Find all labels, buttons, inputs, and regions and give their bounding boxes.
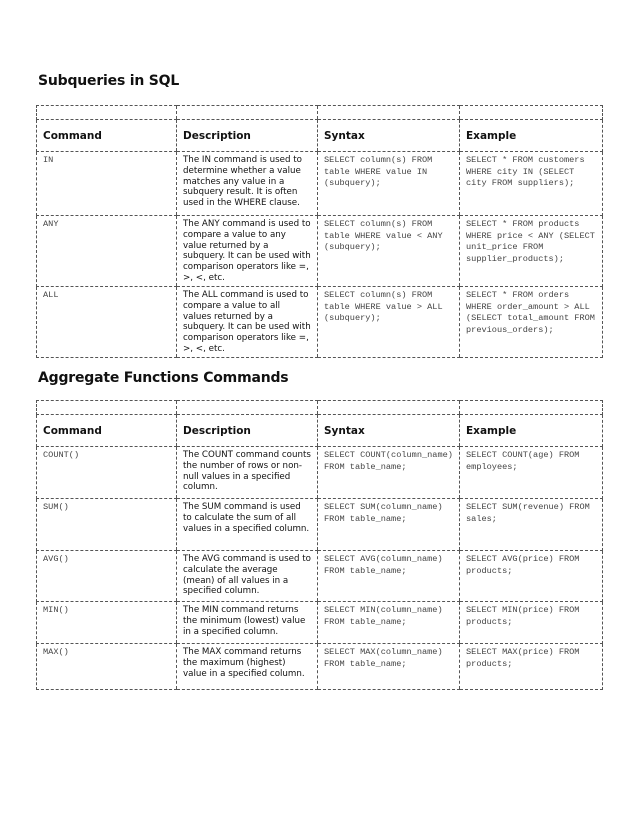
aggregate-functions-table — [36, 400, 603, 690]
example-cell: SELECT MAX(price) FROM products; — [460, 644, 603, 690]
command-cell: MIN() — [37, 602, 177, 644]
description-cell: The MIN command returns the minimum (lowest) value in a specified column. — [177, 602, 318, 644]
syntax-cell: SELECT SUM(column_name) FROM table_name; — [318, 499, 460, 551]
column-header-description: Description — [177, 415, 318, 447]
description-cell: The ANY command is used to compare a value to any value returned by a subquery. It can be used with comparison operators like =, >, <, etc. — [177, 216, 318, 287]
column-header-command: Command — [37, 120, 177, 152]
subqueries-table — [36, 105, 603, 358]
table-row — [37, 644, 603, 690]
command-cell: SUM() — [37, 499, 177, 551]
column-header-syntax: Syntax — [318, 120, 460, 152]
description-cell: The COUNT command counts the number of rows or non-null values in a specified column. — [177, 447, 318, 499]
column-header-command: Command — [37, 415, 177, 447]
table-spacer-row — [37, 401, 603, 415]
column-header-example: Example — [460, 120, 603, 152]
syntax-cell: SELECT column(s) FROM table WHERE value < ANY (subquery); — [318, 216, 460, 287]
description-cell: The SUM command is used to calculate the sum of all values in a specified column. — [177, 499, 318, 551]
command-cell: IN — [37, 152, 177, 216]
table-row — [37, 551, 603, 602]
example-cell: SELECT SUM(revenue) FROM sales; — [460, 499, 603, 551]
table-row — [37, 602, 603, 644]
syntax-cell: SELECT column(s) FROM table WHERE value IN (subquery); — [318, 152, 460, 216]
command-cell: AVG() — [37, 551, 177, 602]
table-row — [37, 152, 603, 216]
table-header-row — [37, 120, 603, 152]
section-title-aggregate-functions: Aggregate Functions Commands — [38, 370, 289, 386]
example-cell: SELECT * FROM products WHERE price < ANY (SELECT unit_price FROM supplier_products); — [460, 216, 603, 287]
table-row — [37, 287, 603, 358]
syntax-cell: SELECT AVG(column_name) FROM table_name; — [318, 551, 460, 602]
syntax-cell: SELECT MAX(column_name) FROM table_name; — [318, 644, 460, 690]
description-cell: The MAX command returns the maximum (highest) value in a specified column. — [177, 644, 318, 690]
example-cell: SELECT COUNT(age) FROM employees; — [460, 447, 603, 499]
description-cell: The AVG command is used to calculate the average (mean) of all values in a specified column. — [177, 551, 318, 602]
example-cell: SELECT MIN(price) FROM products; — [460, 602, 603, 644]
description-cell: The ALL command is used to compare a value to all values returned by a subquery. It can be used with comparison operators like =, >, <, etc. — [177, 287, 318, 358]
table-row — [37, 499, 603, 551]
column-header-example: Example — [460, 415, 603, 447]
command-cell: MAX() — [37, 644, 177, 690]
command-cell: ALL — [37, 287, 177, 358]
syntax-cell: SELECT column(s) FROM table WHERE value > ALL (subquery); — [318, 287, 460, 358]
syntax-cell: SELECT COUNT(column_name) FROM table_name; — [318, 447, 460, 499]
example-cell: SELECT * FROM customers WHERE city IN (SELECT city FROM suppliers); — [460, 152, 603, 216]
description-cell: The IN command is used to determine whether a value matches any value in a subquery result. It is often used in the WHERE clause. — [177, 152, 318, 216]
table-row — [37, 447, 603, 499]
column-header-description: Description — [177, 120, 318, 152]
command-cell: ANY — [37, 216, 177, 287]
section-title-subqueries: Subqueries in SQL — [38, 73, 180, 89]
command-cell: COUNT() — [37, 447, 177, 499]
example-cell: SELECT * FROM orders WHERE order_amount > ALL (SELECT total_amount FROM previous_orders); — [460, 287, 603, 358]
table-spacer-row — [37, 106, 603, 120]
table-row — [37, 216, 603, 287]
column-header-syntax: Syntax — [318, 415, 460, 447]
syntax-cell: SELECT MIN(column_name) FROM table_name; — [318, 602, 460, 644]
example-cell: SELECT AVG(price) FROM products; — [460, 551, 603, 602]
table-header-row — [37, 415, 603, 447]
